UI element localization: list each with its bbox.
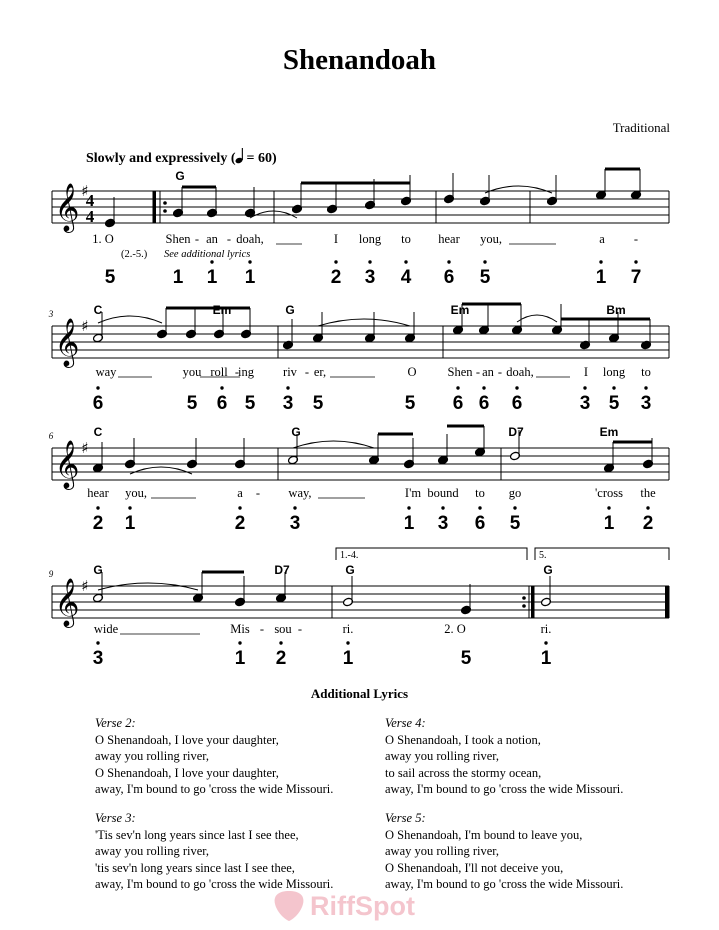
harmonica-hole-number: 2 <box>92 513 104 534</box>
key-signature-sharp: ♯ <box>81 439 89 457</box>
time-signature-numerator: 4 <box>85 191 95 210</box>
blow-dot <box>482 386 485 389</box>
repeat-thick-bar <box>153 191 156 223</box>
verse-5 <box>385 810 623 893</box>
riffspot-watermark <box>270 889 470 925</box>
harmonica-hole-number: 3 <box>579 393 591 414</box>
slur <box>318 319 410 326</box>
blow-dot <box>128 506 131 509</box>
song-title: Shenandoah <box>282 44 437 76</box>
harmonica-hole-number: 2 <box>330 267 342 288</box>
lyric-syllable: an <box>482 365 494 379</box>
harmonica-hole-number: 6 <box>478 393 490 414</box>
blow-dot <box>238 641 241 644</box>
blow-dot <box>404 260 407 263</box>
lyric-syllable: you, <box>125 486 147 500</box>
lyric-verse-numbers: (2.-5.) <box>121 249 148 260</box>
harmonica-hole-number: 3 <box>364 267 376 288</box>
verse-line: away, I'm bound to go 'cross the wide Missouri. <box>385 782 624 797</box>
blow-dot <box>293 506 296 509</box>
lyric-syllable: 1. O <box>92 232 114 246</box>
harmonica-hole-number: 1 <box>342 648 354 669</box>
harmonica-hole-number: 5 <box>312 393 324 414</box>
slur <box>485 186 552 193</box>
blow-dot <box>456 386 459 389</box>
harmonica-hole-number: 1 <box>172 267 184 288</box>
verse-line: away you rolling river, <box>385 749 500 764</box>
verse-line: away, I'm bound to go 'cross the wide Missouri. <box>95 877 334 892</box>
chord-symbol: Bm <box>606 303 626 317</box>
harmonica-hole-number: 6 <box>92 393 104 414</box>
verse-label: Verse 4: <box>385 716 426 730</box>
lyric-syllable: 'cross <box>595 486 623 500</box>
lyric-syllable: - <box>255 486 261 500</box>
additional-lyrics-heading: Additional Lyrics <box>310 686 409 701</box>
chord-symbol: G <box>543 563 553 577</box>
harmonica-hole-number: 3 <box>282 393 294 414</box>
lyric-syllable: a <box>237 486 243 500</box>
lyric-syllable: - <box>194 232 200 246</box>
blow-dot <box>96 506 99 509</box>
chord-symbol: Em <box>212 303 232 317</box>
verse-line: away you rolling river, <box>385 844 500 859</box>
blow-dot <box>544 641 547 644</box>
chord-symbol: Em <box>599 425 619 439</box>
see-additional-lyrics-note: See additional lyrics <box>164 249 251 260</box>
verse-line: away you rolling river, <box>95 844 210 859</box>
volta-label: 5. <box>539 550 547 561</box>
harmonica-hole-number: 1 <box>540 648 552 669</box>
slur <box>130 467 192 474</box>
lyric-syllable: bound <box>427 486 459 500</box>
lyric-syllable: ing <box>238 365 254 379</box>
harmonica-hole-number: 5 <box>104 267 116 288</box>
lyric-syllable: sou <box>274 622 292 636</box>
lyric-syllable: go <box>508 486 522 500</box>
slur <box>517 315 557 322</box>
lyric-syllable: to <box>475 486 485 500</box>
harmonica-hole-number: 6 <box>452 393 464 414</box>
lyric-syllable: doah, <box>506 365 534 379</box>
key-signature-sharp: ♯ <box>81 317 89 335</box>
lyric-syllable: hear <box>438 232 460 246</box>
harmonica-hole-number: 6 <box>511 393 523 414</box>
harmonica-hole-number: 5 <box>479 267 491 288</box>
lyric-syllable: riv <box>283 365 297 379</box>
volta-bracket <box>336 548 527 560</box>
chord-symbol: G <box>285 303 295 317</box>
lyric-syllable: wide <box>93 622 119 636</box>
blow-dot <box>279 641 282 644</box>
lyric-syllable: way <box>95 365 117 379</box>
blow-dot <box>447 260 450 263</box>
harmonica-hole-number: 5 <box>509 513 521 534</box>
treble-clef: 𝄞 <box>54 182 80 231</box>
harmonica-hole-number: 3 <box>289 513 301 534</box>
treble-clef: 𝄞 <box>54 317 80 366</box>
blow-dot <box>644 386 647 389</box>
lyric-syllable: Mis <box>230 622 250 636</box>
chord-symbol: C <box>93 425 103 439</box>
lyric-syllable: I <box>333 232 339 246</box>
harmonica-hole-number: 6 <box>443 267 455 288</box>
harmonica-hole-number: 5 <box>244 393 256 414</box>
verse-label: Verse 3: <box>95 811 136 825</box>
tempo-bpm: ( = 60) <box>231 151 277 166</box>
lyric-syllable: 2. O <box>444 622 466 636</box>
blow-dot <box>599 260 602 263</box>
volta-bracket <box>535 548 669 560</box>
harmonica-hole-number: 1 <box>595 267 607 288</box>
lyric-syllable: doah, <box>236 232 264 246</box>
verse-line: away, I'm bound to go 'cross the wide Missouri. <box>95 782 334 797</box>
verse-3 <box>95 810 333 893</box>
blow-dot <box>286 386 289 389</box>
lyric-syllable: you <box>182 365 202 379</box>
lyric-syllable: I <box>583 365 589 379</box>
harmonica-hole-number: 7 <box>630 267 642 288</box>
harmonica-hole-number: 2 <box>275 648 287 669</box>
tempo-text: Slowly and expressively <box>86 151 228 166</box>
lyric-syllable: long <box>358 232 382 246</box>
blow-dot <box>612 386 615 389</box>
chord-symbol: G <box>93 563 103 577</box>
measure-number: 9 <box>48 569 54 579</box>
lyric-syllable: - <box>259 622 265 636</box>
harmonica-hole-number: 1 <box>234 648 246 669</box>
measure-number: 3 <box>48 309 54 319</box>
blow-dot <box>346 641 349 644</box>
chord-symbol: G <box>175 169 185 183</box>
lyric-syllable: to <box>401 232 411 246</box>
blow-dot <box>515 386 518 389</box>
harmonica-hole-number: 3 <box>92 648 104 669</box>
lyric-syllable: long <box>602 365 626 379</box>
verse-line: O Shenandoah, I love your daughter, <box>95 732 279 747</box>
lyric-syllable: ri. <box>342 622 354 636</box>
guitar-pick-icon <box>272 889 306 923</box>
treble-clef: 𝄞 <box>54 439 80 488</box>
final-bar <box>665 586 669 618</box>
chord-symbol: G <box>345 563 355 577</box>
harmonica-hole-number: 6 <box>474 513 486 534</box>
slur <box>293 441 374 448</box>
blow-dot <box>368 260 371 263</box>
harmonica-hole-number: 3 <box>437 513 449 534</box>
lyric-syllable: Shen <box>447 365 473 379</box>
lyric-syllable: Shen <box>165 232 191 246</box>
blow-dot <box>334 260 337 263</box>
harmonica-hole-number: 1 <box>124 513 136 534</box>
lyric-syllable: to <box>641 365 651 379</box>
lyric-syllable: hear <box>87 486 109 500</box>
lyric-syllable: - <box>633 232 639 246</box>
lyric-syllable: you, <box>480 232 502 246</box>
verse-label: Verse 5: <box>385 811 426 825</box>
lyric-syllable: - <box>475 365 481 379</box>
lyric-syllable: I'm <box>404 486 422 500</box>
lyric-syllable: - <box>234 365 240 379</box>
blow-dot <box>96 641 99 644</box>
verse-line: 'tis sev'n long years since last I see thee, <box>95 860 295 875</box>
key-signature-sharp: ♯ <box>81 182 89 200</box>
blow-dot <box>478 506 481 509</box>
verse-line: O Shenandoah, I took a notion, <box>385 732 541 747</box>
verse-label: Verse 2: <box>95 716 136 730</box>
lyric-syllable: O <box>407 365 417 379</box>
lyric-syllable: - <box>297 622 303 636</box>
verse-line: away you rolling river, <box>95 749 210 764</box>
blow-dot <box>210 260 213 263</box>
blow-dot <box>634 260 637 263</box>
chord-symbol: Em <box>450 303 470 317</box>
lyric-syllable: - <box>226 232 232 246</box>
blow-dot <box>513 506 516 509</box>
harmonica-hole-number: 1 <box>603 513 615 534</box>
blow-dot <box>248 260 251 263</box>
harmonica-hole-number: 6 <box>216 393 228 414</box>
harmonica-hole-number: 2 <box>234 513 246 534</box>
chord-symbol: G <box>291 425 301 439</box>
repeat-dot <box>163 201 167 205</box>
composer: Traditional <box>612 120 670 135</box>
blow-dot <box>646 506 649 509</box>
verse-line: away, I'm bound to go 'cross the wide Missouri. <box>385 877 624 892</box>
slur <box>98 316 162 323</box>
key-signature-sharp: ♯ <box>81 577 89 595</box>
harmonica-hole-number: 2 <box>642 513 654 534</box>
chord-symbol: D7 <box>508 425 524 439</box>
harmonica-hole-number: 1 <box>244 267 256 288</box>
harmonica-hole-number: 5 <box>186 393 198 414</box>
blow-dot <box>441 506 444 509</box>
repeat-dot <box>522 596 526 600</box>
blow-dot <box>483 260 486 263</box>
slur <box>98 583 198 590</box>
harmonica-hole-number: 5 <box>404 393 416 414</box>
watermark-text: RiffSpot <box>310 891 415 921</box>
harmonica-hole-number: 3 <box>640 393 652 414</box>
verse-4 <box>385 715 623 798</box>
lyric-syllable: roll <box>210 365 228 379</box>
blow-dot <box>583 386 586 389</box>
measure-number: 6 <box>48 431 54 441</box>
lyric-syllable: - <box>497 365 503 379</box>
blow-dot <box>96 386 99 389</box>
chord-symbol: D7 <box>274 563 290 577</box>
verse-line: 'Tis sev'n long years since last I see thee, <box>95 827 299 842</box>
repeat-dot <box>522 604 526 608</box>
blow-dot <box>607 506 610 509</box>
verse-line: O Shenandoah, I love your daughter, <box>95 765 279 780</box>
harmonica-hole-number: 5 <box>460 648 472 669</box>
verse-line: O Shenandoah, I'm bound to leave you, <box>385 827 583 842</box>
time-signature-denominator: 4 <box>85 207 95 226</box>
repeat-thick-bar <box>531 586 534 618</box>
verse-2 <box>95 715 333 798</box>
treble-clef: 𝄞 <box>54 577 80 626</box>
blow-dot <box>238 506 241 509</box>
lyric-syllable: way, <box>288 486 312 500</box>
lyric-syllable: an <box>206 232 218 246</box>
lyric-syllable: ri. <box>540 622 552 636</box>
volta-label: 1.-4. <box>340 550 359 561</box>
lyric-syllable: the <box>640 486 656 500</box>
lyric-syllable: er, <box>313 365 327 379</box>
verse-line: to sail across the stormy ocean, <box>385 765 542 780</box>
chord-symbol: C <box>93 303 103 317</box>
blow-dot <box>407 506 410 509</box>
harmonica-hole-number: 1 <box>206 267 218 288</box>
verse-line: O Shenandoah, I'll not deceive you, <box>385 860 564 875</box>
blow-dot <box>220 386 223 389</box>
harmonica-hole-number: 1 <box>403 513 415 534</box>
lyric-syllable: a <box>599 232 605 246</box>
repeat-dot <box>163 209 167 213</box>
harmonica-hole-number: 4 <box>400 267 412 288</box>
lyric-syllable: - <box>304 365 310 379</box>
harmonica-hole-number: 5 <box>608 393 620 414</box>
